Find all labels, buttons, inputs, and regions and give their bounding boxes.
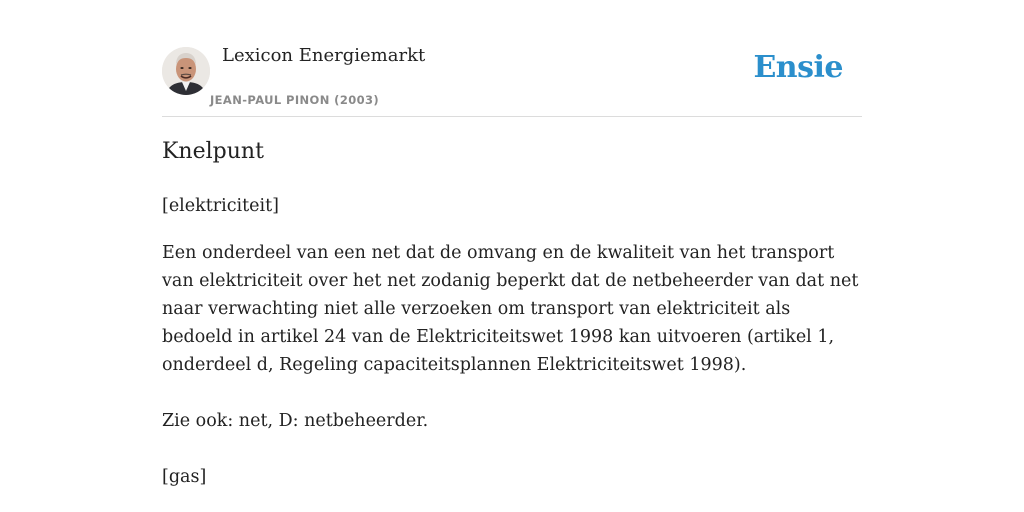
brand-logo[interactable]: Ensie xyxy=(753,50,843,85)
dictionary-header xyxy=(162,0,862,117)
see-also-text: Zie ook: net, D: netbeheerder. xyxy=(162,411,429,431)
dictionary-title[interactable]: Lexicon Energiemarkt xyxy=(222,45,426,66)
entry-term: Knelpunt xyxy=(162,139,264,164)
entry-page xyxy=(162,0,862,512)
definition-text: Een onderdeel van een net dat de omvang en de kwaliteit van het transport van elektriciteit over het net zodanig beperkt dat de netbeheerder van dat net naar verwachting niet alle verzoeken om transport van elektriciteit als bedoeld in artikel 24 van de Elektriciteitswet 1998 kan uitvoeren (artikel 1, onderdeel d, Regeling capaciteitsplannen Elektriciteitswet 1998). xyxy=(162,243,859,375)
entry-body xyxy=(162,192,862,510)
dictionary-author[interactable]: JEAN-PAUL PINON (2003) xyxy=(210,93,380,107)
author-avatar[interactable] xyxy=(162,47,210,95)
domain-label-gas: [gas] xyxy=(162,467,207,487)
author-portrait-icon xyxy=(162,47,210,95)
domain-label-electricity: [elektriciteit] xyxy=(162,196,279,216)
